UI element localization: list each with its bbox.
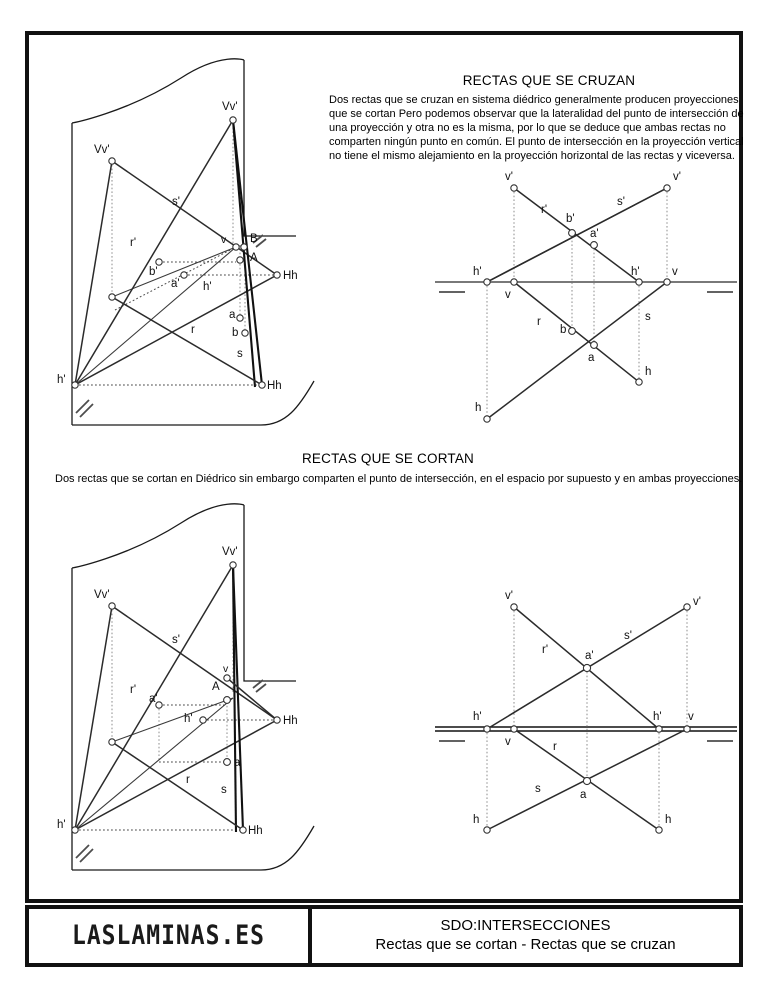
fig2-label-b-prime: b': [566, 213, 575, 225]
fig1-label-hh-low: Hh: [267, 380, 282, 392]
fig4-label-v-prime-left: v': [505, 590, 513, 602]
fig1-label-vv-left: Vv': [94, 144, 110, 156]
fig3-label-vv-left: Vv': [94, 589, 110, 601]
figure-perspectiva-cruzan: [31, 95, 371, 440]
fig2-label-h-prime-right: h': [631, 266, 640, 278]
sheet-subtitle: Rectas que se cortan - Rectas que se cruzan: [375, 936, 676, 953]
figure-perspectiva-cortan: [31, 540, 371, 885]
fig2-label-h-left: h: [475, 402, 482, 414]
fig3-label-point-a: A: [212, 681, 220, 693]
fig2-label-v-prime-right: v': [673, 171, 681, 183]
fig1-label-b-low: b: [232, 327, 239, 339]
fig3-label-hh-low: Hh: [248, 825, 263, 837]
fig3-label-r-low: r: [186, 774, 190, 786]
fig2-label-b: b: [560, 324, 567, 336]
fig4-label-r-prime: r': [542, 644, 549, 656]
fig4-label-h-prime-right: h': [653, 711, 662, 723]
fig4-label-s-prime: s': [624, 630, 632, 642]
fig2-label-s: s: [645, 311, 651, 323]
fig1-label-r-prime: r': [130, 237, 137, 249]
fig2-label-r-prime: r': [541, 204, 548, 216]
fig3-label-vv-top: Vv': [222, 546, 238, 558]
fig2-label-h-right: h: [645, 366, 652, 378]
fig4-label-h-prime-left: h': [473, 711, 482, 723]
fig3-label-hh-right: Hh: [283, 715, 298, 727]
fig2-label-a: a: [588, 352, 595, 364]
fig2-label-r: r: [537, 316, 541, 328]
fig1-label-s-prime: s': [172, 196, 180, 208]
fig1-label-r-low: r: [191, 324, 195, 336]
fig4-label-h-left: h: [473, 814, 480, 826]
fig1-label-h-prime-low: h': [57, 374, 66, 386]
figure-diedrico-cortan: [427, 585, 757, 855]
fig4-label-v-prime-right: v': [693, 596, 701, 608]
fig3-label-s-prime: s': [172, 634, 180, 646]
fig1-label-a-low: a: [229, 309, 236, 321]
fig1-label-b-prime: b': [149, 266, 158, 278]
figure-diedrico-cruzan: [427, 165, 757, 435]
fig2-label-v-right: v: [672, 266, 678, 278]
title-block-info-cell: [312, 909, 739, 963]
fig4-label-r: r: [553, 741, 557, 753]
fig3-label-a-low: a: [234, 757, 241, 769]
section-body-cruzan: Dos rectas que se cruzan en sistema diédrico generalmente producen proyecciones que se cortan Pero podemos observar que la lateralidad del punto de intersección de una proyección y otra no es la misma, por lo que se deduce que ambas rectas no comparten ningún punto en común. El punto de intersección en la proyección vertical no tiene el mismo alejamiento en la proyección horizontal de las rectas y viceversa.: [329, 94, 744, 163]
fig1-label-v-small: v: [221, 234, 227, 246]
section-body-cortan: Dos rectas que se cortan en Diédrico sin embargo comparten el punto de intersección, en el espacio por supuesto y en ambas proyecciones.: [55, 473, 743, 485]
fig1-label-point-b: B: [250, 233, 258, 245]
fig1-label-vv-top: Vv': [222, 101, 238, 113]
fig3-label-h-prime-mid: h': [184, 713, 193, 725]
fig2-label-h-prime-left: h': [473, 266, 482, 278]
section-title-cruzan: RECTAS QUE SE CRUZAN: [462, 73, 636, 88]
section-title-cortan: RECTAS QUE SE CORTAN: [301, 451, 475, 466]
fig3-label-v-small: v: [223, 663, 229, 675]
fig3-label-s-low: s: [221, 784, 227, 796]
fig1-label-point-a: A: [250, 252, 258, 264]
fig4-label-h-right: h: [665, 814, 672, 826]
fig4-label-v-right: v: [688, 711, 694, 723]
fig1-label-a-prime: a': [171, 278, 180, 290]
fig4-label-a: a: [580, 789, 587, 801]
title-block-brand-cell: [29, 909, 312, 963]
fig1-label-h-prime-mid: h': [203, 281, 212, 293]
fig1-label-hh-right: Hh: [283, 270, 298, 282]
fig2-label-a-prime: a': [590, 228, 599, 240]
sheet-title: SDO:INTERSECCIONES: [440, 917, 611, 935]
fig4-label-s: s: [535, 783, 541, 795]
brand-logo: LASLAMINAS.ES: [71, 921, 265, 951]
fig2-label-v-left: v: [505, 289, 511, 301]
fig1-label-s-low: s: [237, 348, 243, 360]
fig4-label-a-prime: a': [585, 650, 594, 662]
drawing-sheet: [25, 31, 743, 903]
fig4-label-v-left: v: [505, 736, 511, 748]
fig3-label-a-prime: a': [149, 693, 158, 705]
fig2-label-v-prime-left: v': [505, 171, 513, 183]
fig3-label-h-prime-low: h': [57, 819, 66, 831]
fig3-label-r-prime: r': [130, 684, 137, 696]
fig2-label-s-prime: s': [617, 196, 625, 208]
title-block: [25, 905, 743, 967]
